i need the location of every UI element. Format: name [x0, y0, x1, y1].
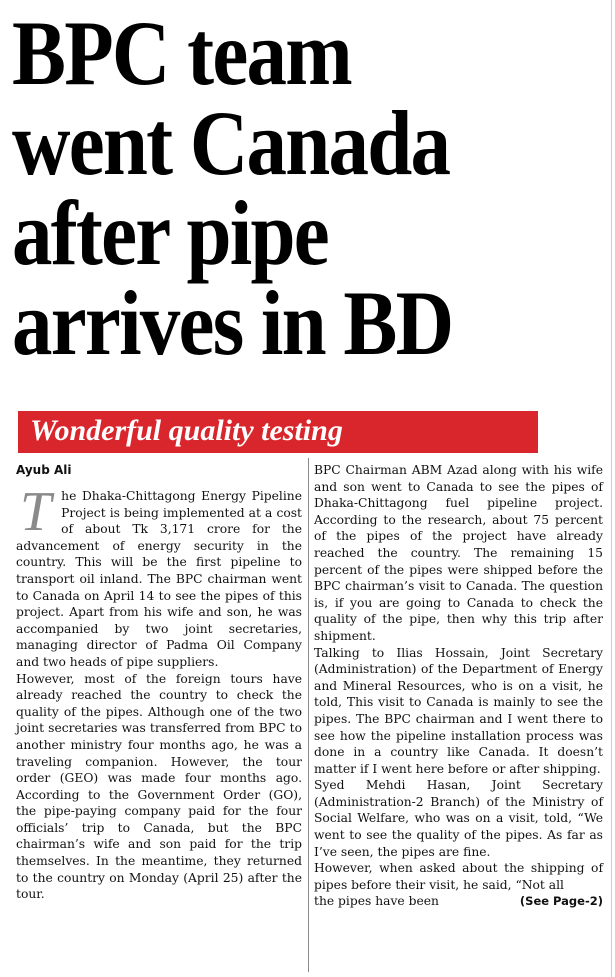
paragraph: However, when asked about the shipping of pipes before their visit, he said, “Not all — [314, 861, 603, 892]
paragraph: Syed Mehdi Hasan, Joint Secretary (Administration-2 Branch) of the Ministry of Social Welfare, who was on a visit, told, “We went to see the quality of the pipes. As far as I’ve seen, the pipes are fine. — [314, 778, 603, 859]
paragraph: However, most of the foreign tours have already reached the country to check the quality of the pipes. Although one of the two joint secretaries was transferred from BPC to another ministry four months ago, he was a traveling companion. However, the tour order (GEO) was made four months ago. According to the Government Order (GO), the pipe-paying company paid for the four officials’ trip to Canada, but the BPC chairman’s wife and son paid for the trip themselves. In the meantime, they returned to the country on Monday (April 25) after the tour. — [16, 671, 302, 902]
headline-line-2: went Canada — [12, 92, 450, 194]
headline-line-3: after pipe — [12, 182, 328, 284]
byline: Ayub Ali — [16, 463, 72, 477]
continuation-link[interactable]: (See Page-2) — [519, 894, 603, 909]
column-divider — [308, 458, 309, 972]
paragraph: BPC Chairman ABM Azad along with his wife and son went to Canada to see the pipes of Dhaka-Chittagong fuel pipeline project. According to the research, about 75 percent of the pipes of the project have already reached the country. The remaining 15 percent of the pipes were shipped before the BPC chairman’s visit to Canada. The question is, if you are going to Canada to check the quality of the pipe, then why this trip after shipment. — [314, 463, 603, 643]
drop-cap: T — [20, 481, 52, 543]
headline — [12, 2, 536, 374]
final-line-text: the pipes have been — [314, 894, 439, 909]
paragraph: Talking to Ilias Hossain, Joint Secretary (Administration) of the Department of Energy and Mineral Resources, who is on a visit, he told, This visit to Canada is mainly to see the pipes. The BPC chairman and I went there to see how the pipeline installation process was done in a country like Canada. It doesn’t matter if I went here before or after shipping. — [314, 645, 603, 776]
headline-line-1: BPC team — [12, 2, 351, 104]
headline-line-4: arrives in BD — [12, 272, 453, 374]
paragraph: he Dhaka-Chittagong Energy Pipeline Project is being implemented at a cost of about Tk 3,171 crore for the advancement of energy security in the country. This will be the first pipeline to transport oil inland. The BPC chairman went to Canada on April 14 to see the pipes of this project. Apart from his wife and son, he was accompanied by two joint secretaries, managing director of Padma Oil Company and two heads of pipe suppliers. — [16, 489, 302, 669]
article-column-left — [16, 481, 302, 903]
page-edge-rule — [611, 0, 612, 977]
final-line — [314, 893, 603, 910]
article-column-right — [314, 462, 603, 910]
subheadline: Wonderful quality testing — [30, 414, 343, 447]
